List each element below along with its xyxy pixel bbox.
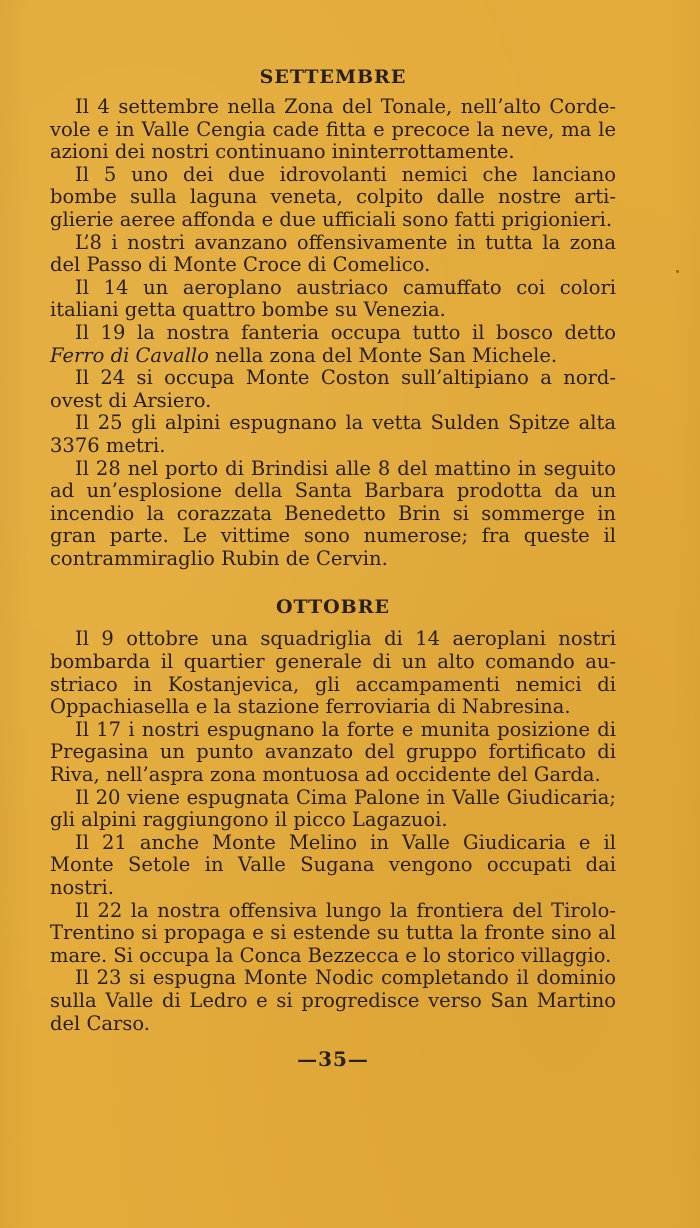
paragraph: Il 14 un aeroplano austriaco camuffato coi colori italiani getta quattro bombe su Venezia. bbox=[50, 275, 616, 322]
paragraph: Il 20 viene espugnata Cima Palone in Valle Giudicaria; gli alpini raggiungono il picco Lagazuoi. bbox=[50, 785, 616, 832]
section-heading-settembre: SETTEMBRE bbox=[259, 66, 407, 88]
paragraph: Il 17 i nostri espugnano la forte e munita posizione di Pregasina un punto avanzato del gruppo fortificato di Riva, nell’aspra zona montuosa ad occidente del Garda. bbox=[50, 717, 616, 787]
paragraph: Il 5 uno dei due idrovolanti nemici che lanciano bombe sulla laguna veneta, colpito dalle nostre artiglierie aeree affonda e due ufficiali sono fatti prigionieri. bbox=[50, 162, 616, 231]
paragraph: Il 9 ottobre una squadriglia di 14 aeroplani nostri bombarda il quartier generale di un alto comando austriaco in Kostanjevica, gli accampamenti nemici di Oppachiasella e la stazione ferroviaria di Nabresina. bbox=[50, 627, 616, 719]
paragraph: Il 25 gli alpini espugnano la vetta Sulden Spitze alta 3376 metri. bbox=[50, 411, 616, 457]
book-page bbox=[50, 64, 616, 1071]
paragraph bbox=[50, 322, 616, 367]
italic-place-name: Ferro di Cavallo bbox=[50, 343, 209, 367]
paragraph: Il 22 la nostra offensiva lungo la frontiera del Tirolo-Trentino si propaga e si estende su tutta la fronte sino al mare. Si occupa la Conca Bezzecca e lo storico villaggio. bbox=[50, 898, 616, 967]
paragraph: Il 28 nel porto di Brindisi alle 8 del mattino in seguito ad un’esplosione della Santa Barbara prodotta da un incendio la corazzata Benedetto Brin si sommerge in gran parte. Le vittime sono numerose; fra queste il contrammiraglio Rubin de Cervin. bbox=[50, 456, 616, 570]
paragraph-text: Il 19 la nostra fanteria occupa tutto il bosco detto bbox=[75, 320, 616, 344]
paper-speck bbox=[676, 270, 679, 273]
paragraph-text: nella zona del Monte San Michele. bbox=[208, 343, 558, 367]
section-heading-ottobre: OTTOBRE bbox=[275, 596, 391, 619]
paragraph: Il 4 settembre nella Zona del Tonale, nell’alto Cordevole e in Valle Cengia cade fitta e precoce la neve, ma le azioni dei nostri continuano ininterrottamente. bbox=[50, 95, 616, 164]
page-number: —35— bbox=[297, 1047, 369, 1072]
paragraph: Il 24 si occupa Monte Coston sull’altipiano a nord-ovest di Arsiero. bbox=[50, 366, 616, 412]
paragraph: L’8 i nostri avanzano offensivamente in tutta la zona del Passo di Monte Croce di Comelico. bbox=[50, 230, 616, 277]
paragraph: Il 23 si espugna Monte Nodic completando il dominio sulla Valle di Ledro e si progredisce verso San Martino del Carso. bbox=[50, 966, 616, 1035]
paragraph: Il 21 anche Monte Melino in Valle Giudicaria e il Monte Setole in Valle Sugana vengono occupati dai nostri. bbox=[50, 830, 616, 899]
